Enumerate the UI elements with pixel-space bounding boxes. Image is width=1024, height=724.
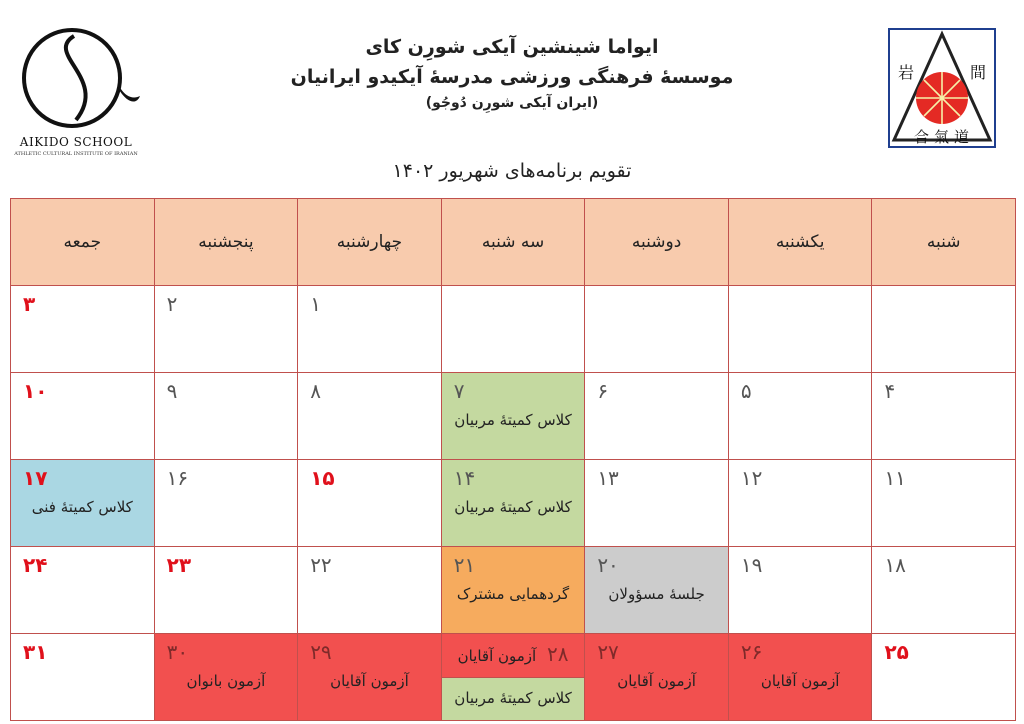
day-cell bbox=[154, 286, 298, 373]
weekday-header-row bbox=[11, 199, 1016, 286]
day-number: ۳۰ bbox=[166, 640, 189, 664]
day-number bbox=[729, 286, 872, 292]
event-label: جلسهٔ مسؤولان bbox=[608, 585, 705, 603]
header-line-3: (ایران آیکی شورِن دُوجُو) bbox=[425, 95, 599, 111]
header-line-1: ایواما شینشین آیکی شورِن کای bbox=[365, 36, 659, 58]
iwama-aikido-logo bbox=[888, 28, 996, 148]
day-cell bbox=[11, 634, 155, 721]
aikido-school-emblem-icon bbox=[14, 24, 144, 136]
day-number-holiday: ۳۱ bbox=[23, 640, 48, 664]
event-label: کلاس کمیتهٔ مربیان bbox=[454, 411, 572, 429]
day-number: ۹ bbox=[166, 379, 178, 403]
day-number bbox=[585, 286, 728, 292]
day-number: ۵ bbox=[740, 379, 752, 403]
day-cell bbox=[872, 286, 1016, 373]
day-cell bbox=[728, 547, 872, 634]
kanji-ma: 間 bbox=[970, 63, 987, 82]
weekday-thursday: پنجشنبه bbox=[154, 199, 298, 286]
event-label: آزمون آقایان bbox=[457, 647, 537, 665]
day-number: ۱۳ bbox=[597, 466, 619, 490]
day-number: ۱۶ bbox=[166, 466, 189, 490]
day-number-holiday: ۲۵ bbox=[884, 640, 909, 664]
event-inline bbox=[442, 642, 585, 666]
weekday-tuesday: سه شنبه bbox=[441, 199, 585, 286]
kanji-ki: 氣 bbox=[934, 128, 950, 146]
event-label: آزمون آقایان bbox=[617, 672, 696, 690]
day-cell bbox=[585, 460, 729, 547]
day-number: ۱۹ bbox=[740, 553, 763, 577]
day-number: ۱۴ bbox=[453, 466, 476, 490]
school-name: AIKIDO SCHOOL bbox=[19, 135, 133, 149]
day-number: ۱ bbox=[310, 292, 321, 316]
header-line-2: موسسهٔ فرهنگی ورزشی مدرسهٔ آیکیدو ایرانیان bbox=[290, 66, 734, 88]
day-cell-event bbox=[11, 460, 155, 547]
week-row bbox=[11, 286, 1016, 373]
day-cell-event bbox=[585, 634, 729, 721]
day-cell-event bbox=[441, 547, 585, 634]
day-number: ۲۷ bbox=[597, 640, 619, 664]
weekday-sunday: یکشنبه bbox=[728, 199, 872, 286]
day-cell bbox=[872, 460, 1016, 547]
day-cell bbox=[11, 286, 155, 373]
day-cell-event bbox=[728, 634, 872, 721]
day-number: ۷ bbox=[453, 379, 465, 403]
day-number: ۲۶ bbox=[740, 640, 763, 664]
day-cell-event bbox=[441, 460, 585, 547]
day-number: ۱۱ bbox=[884, 466, 906, 490]
event-label: کلاس کمیتهٔ مربیان bbox=[454, 498, 572, 516]
day-cell bbox=[298, 460, 442, 547]
school-subtitle: ATHLETIC CULTURAL INSTITUTE OF IRANIAN bbox=[14, 151, 138, 157]
event-label: گردهمایی مشترک bbox=[456, 585, 570, 603]
day-number: ۲۸ bbox=[547, 642, 569, 666]
kanji-iwa: 岩 bbox=[898, 63, 915, 82]
calendar-table bbox=[10, 198, 1016, 721]
day-cell bbox=[154, 373, 298, 460]
day-number: ۲۲ bbox=[310, 553, 332, 577]
day-cell bbox=[728, 373, 872, 460]
day-cell bbox=[154, 460, 298, 547]
event-label: کلاس کمیتهٔ فنی bbox=[31, 498, 133, 516]
day-number-holiday: ۱۰ bbox=[23, 379, 48, 403]
day-cell bbox=[11, 547, 155, 634]
weekday-monday: دوشنبه bbox=[585, 199, 729, 286]
day-number-holiday: ۲۴ bbox=[23, 553, 48, 577]
day-cell-event-top bbox=[442, 634, 585, 677]
week-row bbox=[11, 460, 1016, 547]
kanji-ai: 合 bbox=[914, 128, 930, 146]
day-number-holiday: ۱۵ bbox=[310, 466, 335, 490]
day-cell bbox=[872, 634, 1016, 721]
day-cell bbox=[872, 373, 1016, 460]
day-number-holiday: ۲۳ bbox=[166, 553, 192, 577]
day-number: ۶ bbox=[597, 379, 609, 403]
week-row bbox=[11, 373, 1016, 460]
day-number-holiday: ۳ bbox=[23, 292, 36, 316]
day-number: ۲۹ bbox=[310, 640, 332, 664]
day-cell bbox=[728, 286, 872, 373]
day-cell bbox=[585, 373, 729, 460]
day-cell-event bbox=[298, 634, 442, 721]
week-row bbox=[11, 634, 1016, 721]
day-number bbox=[872, 286, 1015, 292]
iwama-emblem-icon bbox=[888, 28, 996, 148]
day-cell-event-split bbox=[441, 634, 585, 721]
kanji-do: 道 bbox=[954, 128, 970, 146]
day-number: ۲۰ bbox=[597, 553, 619, 577]
day-cell bbox=[585, 286, 729, 373]
day-number: ۸ bbox=[310, 379, 321, 403]
event-label: آزمون آقایان bbox=[330, 672, 409, 690]
day-number: ۲ bbox=[166, 292, 178, 316]
calendar-title: تقویم برنامه‌های شهریور ۱۴۰۲ bbox=[392, 160, 632, 182]
document-header bbox=[250, 32, 774, 114]
day-cell bbox=[298, 373, 442, 460]
week-row bbox=[11, 547, 1016, 634]
day-cell bbox=[441, 286, 585, 373]
day-number: ۱۲ bbox=[740, 466, 763, 490]
day-cell bbox=[154, 547, 298, 634]
day-number: ۱۸ bbox=[884, 553, 906, 577]
weekday-wednesday: چهارشنبه bbox=[298, 199, 442, 286]
day-cell-event bbox=[585, 547, 729, 634]
weekday-saturday: شنبه bbox=[872, 199, 1016, 286]
day-number: ۴ bbox=[884, 379, 896, 403]
event-label: آزمون آقایان bbox=[760, 672, 840, 690]
day-number-holiday: ۱۷ bbox=[23, 466, 48, 490]
day-cell bbox=[298, 286, 442, 373]
day-number: ۲۱ bbox=[453, 553, 476, 577]
day-cell bbox=[298, 547, 442, 634]
weekday-friday: جمعه bbox=[11, 199, 155, 286]
day-cell-event bbox=[441, 373, 585, 460]
day-cell bbox=[872, 547, 1016, 634]
day-number bbox=[442, 286, 585, 292]
day-cell bbox=[728, 460, 872, 547]
day-cell-event-bottom: کلاس کمیتهٔ مربیان bbox=[442, 677, 585, 720]
day-cell bbox=[11, 373, 155, 460]
day-cell-event bbox=[154, 634, 298, 721]
event-label: آزمون بانوان bbox=[186, 672, 266, 690]
